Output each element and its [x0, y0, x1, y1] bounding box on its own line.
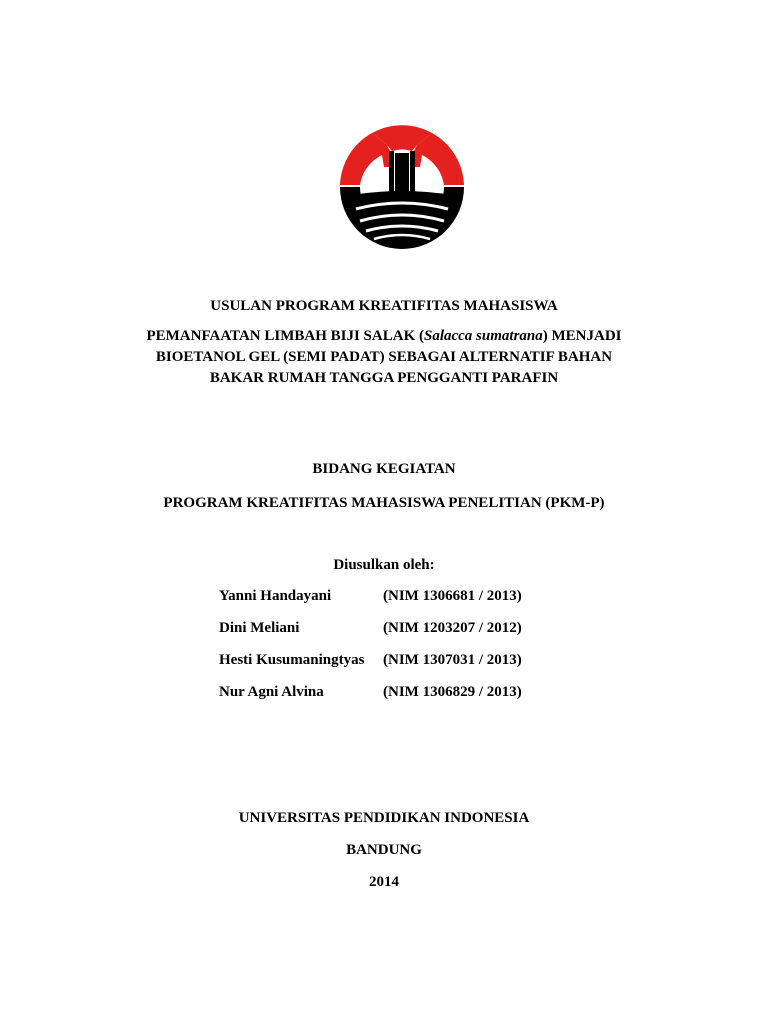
member-nim: (NIM 1306829 / 2013) — [383, 684, 522, 700]
field-heading: BIDANG KEGIATAN — [312, 461, 456, 477]
title-line-3: BAKAR RUMAH TANGGA PENGGANTI PARAFIN — [209, 370, 559, 386]
member-name: Dini Meliani — [219, 620, 300, 636]
proposal-title — [0, 326, 768, 389]
university-name: UNIVERSITAS PENDIDIKAN INDONESIA — [238, 810, 530, 826]
member-name: Yanni Handayani — [219, 588, 332, 604]
member-row — [219, 651, 522, 670]
member-nim: (NIM 1306681 / 2013) — [383, 588, 522, 604]
member-nim: (NIM 1307031 / 2013) — [383, 652, 522, 668]
field-value: PROGRAM KREATIFITAS MAHASISWA PENELITIAN (PKM-P) — [163, 495, 605, 511]
proposal-heading: USULAN PROGRAM KREATIFITAS MAHASISWA — [210, 298, 558, 314]
member-nim: (NIM 1203207 / 2012) — [383, 620, 522, 636]
title-line-1: PEMANFAATAN LIMBAH BIJI SALAK (Salacca sumatrana) MENJADI — [146, 328, 622, 344]
member-row — [219, 683, 522, 702]
year: 2014 — [369, 874, 399, 890]
member-row — [219, 619, 522, 638]
member-name: Nur Agni Alvina — [219, 684, 324, 700]
member-row — [219, 587, 522, 606]
city: BANDUNG — [346, 842, 422, 858]
species-name: Salacca sumatrana — [423, 328, 543, 344]
member-name: Hesti Kusumaningtyas — [219, 652, 365, 668]
university-logo — [332, 125, 472, 255]
title-line-2: BIOETANOL GEL (SEMI PADAT) SEBAGAI ALTERNATIF BAHAN — [155, 349, 613, 365]
proposed-by-label: Diusulkan oleh: — [333, 557, 435, 573]
